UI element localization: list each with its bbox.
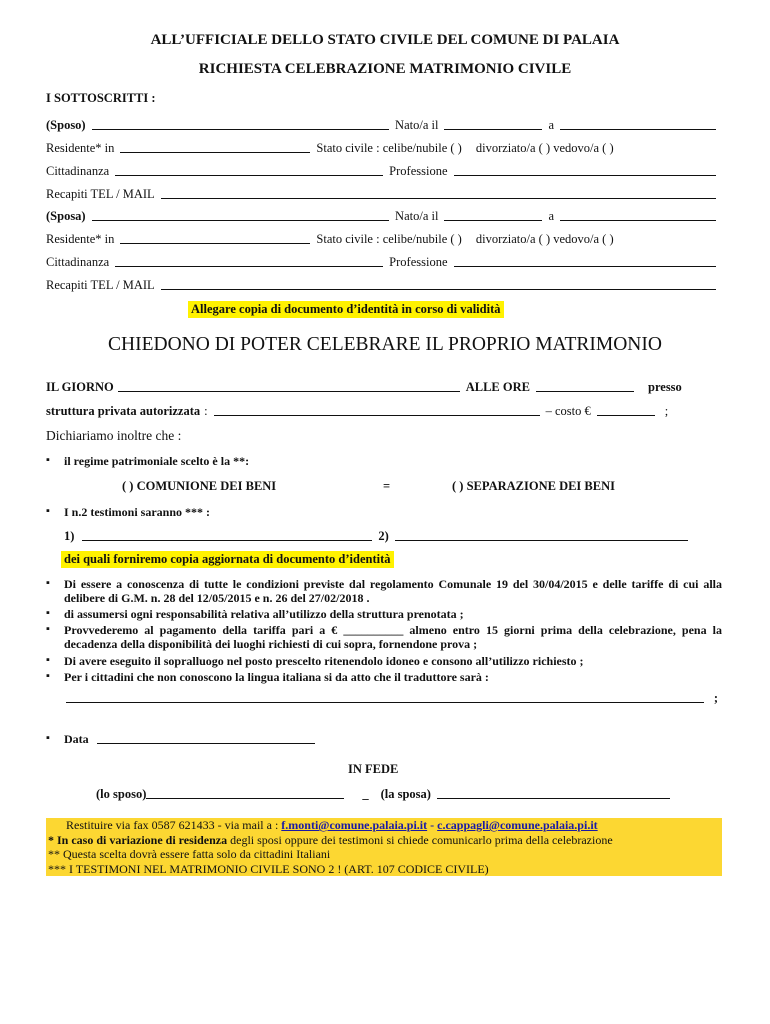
data-label: ▪ Data xyxy=(64,732,89,746)
sposo-nato-label: Nato/a il xyxy=(395,118,439,132)
condition-item xyxy=(46,577,722,605)
sposa-recapiti-label: Recapiti TEL / MAIL xyxy=(46,278,155,292)
form-subtitle: RICHIESTA CELEBRAZIONE MATRIMONIO CIVILE xyxy=(198,61,572,77)
condition-text: ▪ Provvederemo al pagamento della tariffa pari a € __________ almeno entro 15 giorni prima della celebrazione, pena la decadenza della disponibilità dei luoghi richiesti di cui sopra, fornendone prova ; xyxy=(64,623,722,651)
sposo-row-1 xyxy=(46,117,716,133)
traduttore-field[interactable] xyxy=(66,702,704,703)
testimoni-label: ▪ I n.2 testimoni saranno *** : xyxy=(64,505,211,519)
costo-label: – costo € xyxy=(545,404,591,418)
page-title: ALL’UFFICIALE DELLO STATO CIVILE DEL COMUNE DI PALAIA xyxy=(150,32,620,48)
note-1-text: degli sposi oppure dei testimoni si chiede comunicarlo prima della celebrazione xyxy=(227,832,613,847)
sottoscritti-label: I SOTTOSCRITTI : xyxy=(46,91,156,105)
testimone-2-label: 2) xyxy=(378,529,389,543)
footer-note-1 xyxy=(46,833,722,848)
sposo-row-2 xyxy=(46,140,716,156)
dichiariamo-label: Dichiariamo inoltre che : xyxy=(46,428,182,443)
sposa-a-label: a xyxy=(548,209,554,223)
sposa-birthplace-field[interactable] xyxy=(560,220,716,221)
sposo-profession-field[interactable] xyxy=(454,175,717,176)
sposo-birthdate-field[interactable] xyxy=(444,129,542,130)
sposo-recapiti-label: Recapiti TEL / MAIL xyxy=(46,187,155,201)
footer-note-2: ** Questa scelta dovrà essere fatta solo da cittadini Italiani xyxy=(48,847,331,861)
traduttore-end: ; xyxy=(713,691,718,705)
condition-item xyxy=(46,670,722,684)
sposo-cittadinanza-label: Cittadinanza xyxy=(46,164,110,178)
sposa-label: (Sposa) xyxy=(46,209,86,223)
firme-separator: _ xyxy=(362,787,369,801)
sposo-name-field[interactable] xyxy=(92,129,389,130)
sposa-residente-label: Residente* in xyxy=(46,232,115,246)
sposo-birthplace-field[interactable] xyxy=(560,129,716,130)
sposa-stato-civile[interactable]: Stato civile : celibe/nubile ( ) xyxy=(316,232,462,246)
ore-label: ALLE ORE xyxy=(465,380,530,394)
testimone-1-field[interactable] xyxy=(82,540,372,541)
regime-equals: = xyxy=(383,479,391,493)
email-separator: - xyxy=(427,818,438,832)
sposa-birthdate-field[interactable] xyxy=(444,220,542,221)
sposa-nato-label: Nato/a il xyxy=(395,209,439,223)
email-link-cappagli[interactable]: c.cappagli@comune.palaia.pi.it xyxy=(437,818,598,832)
sposa-row-1 xyxy=(46,208,716,224)
giorno-row xyxy=(46,379,716,395)
data-item xyxy=(46,732,315,747)
testimoni-item xyxy=(46,505,210,520)
traduttore-row xyxy=(66,690,718,706)
condition-item xyxy=(46,623,722,651)
condition-text: ▪ di assumersi ogni responsabilità relativa all’utilizzo della struttura prenotata ; xyxy=(64,607,464,621)
regime-item xyxy=(46,454,249,469)
testimoni-copia-notice: dei quali forniremo copia aggiornata di documento d’identità xyxy=(61,551,394,568)
regime-label: ▪ il regime patrimoniale scelto è la **: xyxy=(64,454,250,468)
struttura-colon: : xyxy=(204,404,208,418)
ore-field[interactable] xyxy=(536,391,634,392)
sposo-firma-field[interactable] xyxy=(146,798,344,799)
footer-restituire-line xyxy=(46,818,722,833)
email-link-monti[interactable]: f.monti@comune.palaia.pi.it xyxy=(281,818,428,832)
sposa-citizenship-field[interactable] xyxy=(115,266,383,267)
sposo-residente-label: Residente* in xyxy=(46,141,115,155)
comunione-option[interactable]: ( ) COMUNIONE DEI BENI xyxy=(122,479,277,493)
firme-row xyxy=(96,786,670,802)
sposa-row-3 xyxy=(46,254,716,270)
costo-field[interactable] xyxy=(597,415,655,416)
sposo-contact-field[interactable] xyxy=(161,198,716,199)
giorno-field[interactable] xyxy=(118,391,460,392)
giorno-label: IL GIORNO xyxy=(46,380,114,394)
in-fede-label: IN FEDE xyxy=(348,762,399,776)
note-1-bold: * In caso di variazione di residenza xyxy=(48,832,228,847)
sposa-firma-field[interactable] xyxy=(437,798,670,799)
sposa-firma-label: (la sposa) xyxy=(380,787,431,801)
sposo-residence-field[interactable] xyxy=(120,152,310,153)
sposo-professione-label: Professione xyxy=(389,164,448,178)
sposo-firma-label: (lo sposo) xyxy=(96,787,147,801)
sposa-row-2 xyxy=(46,231,716,247)
presso-label: presso xyxy=(648,380,682,394)
condition-item xyxy=(46,654,722,668)
data-field[interactable] xyxy=(97,743,315,744)
condition-item xyxy=(46,607,722,621)
condition-text: ▪ Di avere eseguito il sopralluogo nel posto prescelto ritenendolo idoneo e consono all’utilizzo richiesto ; xyxy=(64,654,584,668)
condition-text: ▪ Di essere a conoscenza di tutte le condizioni previste dal regolamento Comunale 19 del 30/04/2015 e delle tariffe di cui alla delibere di G.M. n. 28 del 12/05/2015 e n. 26 del 27/02/2018 . xyxy=(64,577,722,605)
struttura-end: ; xyxy=(664,404,669,418)
sposa-cittadinanza-label: Cittadinanza xyxy=(46,255,110,269)
struttura-label: struttura privata autorizzata xyxy=(46,404,201,418)
sposa-contact-field[interactable] xyxy=(161,289,716,290)
sposa-divorziato-vedovo[interactable]: divorziato/a ( ) vedovo/a ( ) xyxy=(475,232,614,246)
sposa-name-field[interactable] xyxy=(92,220,389,221)
sposo-row-3 xyxy=(46,163,716,179)
sposo-row-4 xyxy=(46,186,716,202)
footer-note-3: *** I TESTIMONI NEL MATRIMONIO CIVILE SONO 2 ! (ART. 107 CODICE CIVILE) xyxy=(48,861,489,876)
sposa-row-4 xyxy=(46,277,716,293)
sposa-residence-field[interactable] xyxy=(120,243,310,244)
allegare-notice: Allegare copia di documento d’identità in corso di validità xyxy=(188,301,504,318)
testimone-2-field[interactable] xyxy=(395,540,688,541)
testimone-1-label: 1) xyxy=(64,529,75,543)
sposo-stato-civile[interactable]: Stato civile : celibe/nubile ( ) xyxy=(316,141,462,155)
restituire-text: Restituire via fax 0587 621433 - via mail a : xyxy=(66,818,279,832)
chiedono-heading: CHIEDONO DI POTER CELEBRARE IL PROPRIO MATRIMONIO xyxy=(108,334,662,355)
sposo-label: (Sposo) xyxy=(46,118,86,132)
sposo-a-label: a xyxy=(548,118,554,132)
separazione-option[interactable]: ( ) SEPARAZIONE DEI BENI xyxy=(452,479,615,493)
sposa-professione-label: Professione xyxy=(389,255,448,269)
sposo-divorziato-vedovo[interactable]: divorziato/a ( ) vedovo/a ( ) xyxy=(475,141,614,155)
footer-notes xyxy=(46,818,722,876)
struttura-field[interactable] xyxy=(214,415,540,416)
testimoni-row xyxy=(64,528,688,544)
sposa-profession-field[interactable] xyxy=(454,266,717,267)
condition-text: ▪ Per i cittadini che non conoscono la lingua italiana si da atto che il traduttore sarà : xyxy=(64,670,489,684)
sposo-citizenship-field[interactable] xyxy=(115,175,383,176)
struttura-row xyxy=(46,403,716,419)
